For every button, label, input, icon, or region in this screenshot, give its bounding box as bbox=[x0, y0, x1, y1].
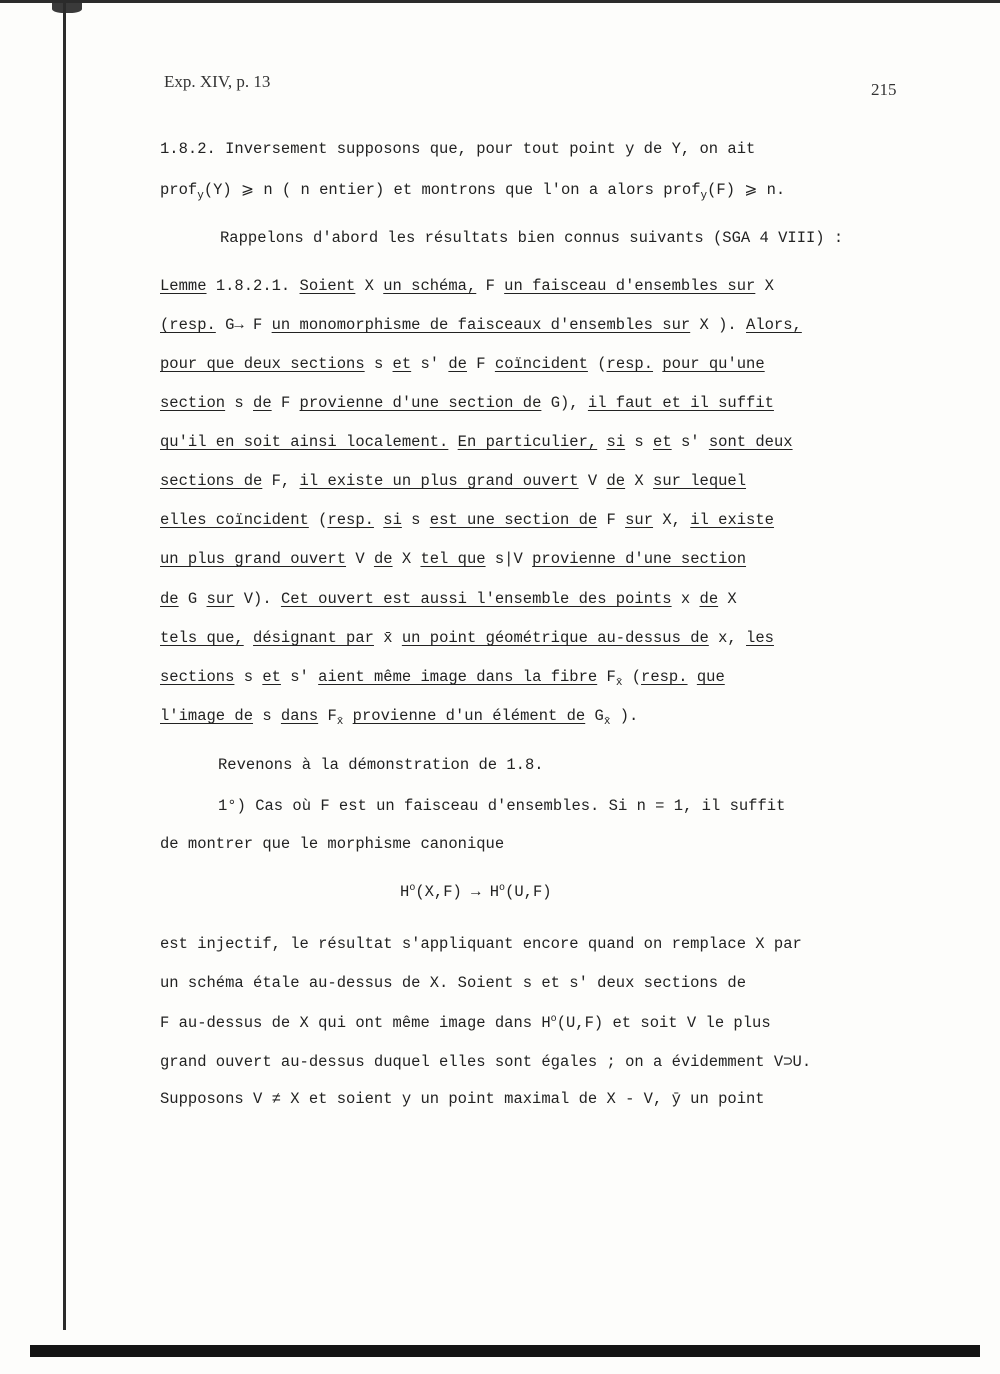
lemma-line: sections de F, il existe un plus grand ouvert V de X sur lequel bbox=[160, 472, 747, 490]
lemma-line: Lemme 1.8.2.1. Soient X un schéma, F un faisceau d'ensembles sur X bbox=[160, 277, 774, 295]
lemma-line: pour que deux sections s et s' de F coïncident (resp. pour qu'une bbox=[160, 355, 765, 373]
text-line: grand ouvert au-dessus duquel elles sont égales ; on a évidemment V⊃U. bbox=[160, 1053, 812, 1071]
text-line: 1.8.2. Inversement supposons que, pour tout point y de Y, on ait bbox=[160, 140, 756, 158]
lemma-line: section s de F provienne d'une section de G), il faut et il suffit bbox=[160, 394, 774, 412]
text-line: Supposons V ≠ X et soient y un point maximal de X - V, ȳ un point bbox=[160, 1090, 765, 1108]
scan-top-edge bbox=[0, 0, 1000, 3]
lemma-line: sections s et s' aient même image dans la fibre $F_{x̄}$ (resp. que bbox=[160, 668, 725, 689]
text-line: un schéma étale au-dessus de X. Soient s et s' deux sections de bbox=[160, 974, 746, 992]
lemma-line: un plus grand ouvert V de X tel que s|V provienne d'une section bbox=[160, 550, 747, 568]
scan-smudge bbox=[52, 3, 82, 13]
text-line: 1°) Cas où F est un faisceau d'ensembles. Si n = 1, il suffit bbox=[218, 797, 786, 815]
lemma-line: l'image de s dans $F_{x̄}$ provienne d'un élément de $G_{x̄}$ ). bbox=[160, 707, 639, 728]
text-line: F au-dessus de X qui ont même image dans $H^o(U,F)$ et soit V le plus bbox=[160, 1014, 771, 1032]
lemma-line: tels que, désignant par x̄ un point géométrique au-dessus de x, les bbox=[160, 629, 774, 647]
lemma-line: de G sur V). Cet ouvert est aussi l'ensemble des points x de X bbox=[160, 590, 737, 608]
lemma-line: (resp. G→ F un monomorphisme de faisceaux d'ensembles sur X ). Alors, bbox=[160, 316, 802, 334]
text-line: Rappelons d'abord les résultats bien connus suivants (SGA 4 VIII) : bbox=[220, 229, 844, 247]
running-header: Exp. XIV, p. 13 bbox=[164, 72, 271, 91]
scan-left-edge bbox=[63, 0, 66, 1330]
lemma-line: elles coïncident (resp. si s est une section de F sur X, il existe bbox=[160, 511, 774, 529]
display-equation: $H^o(X,F) \to H^o(U,F)$ bbox=[400, 883, 552, 901]
lemma-line: qu'il en soit ainsi localement. En particulier, si s et s' sont deux bbox=[160, 433, 793, 451]
text-line: Revenons à la démonstration de 1.8. bbox=[218, 756, 544, 774]
text-line: prof$_y$(Y) ⩾ n ( n entier) et montrons que l'on a alors prof$_y$(F) ⩾ n. bbox=[160, 181, 786, 202]
scan-bottom-edge bbox=[30, 1345, 980, 1357]
text-line: est injectif, le résultat s'appliquant encore quand on remplace X par bbox=[160, 935, 802, 953]
page-number: 215 bbox=[871, 80, 897, 99]
text-line: de montrer que le morphisme canonique bbox=[160, 835, 505, 853]
